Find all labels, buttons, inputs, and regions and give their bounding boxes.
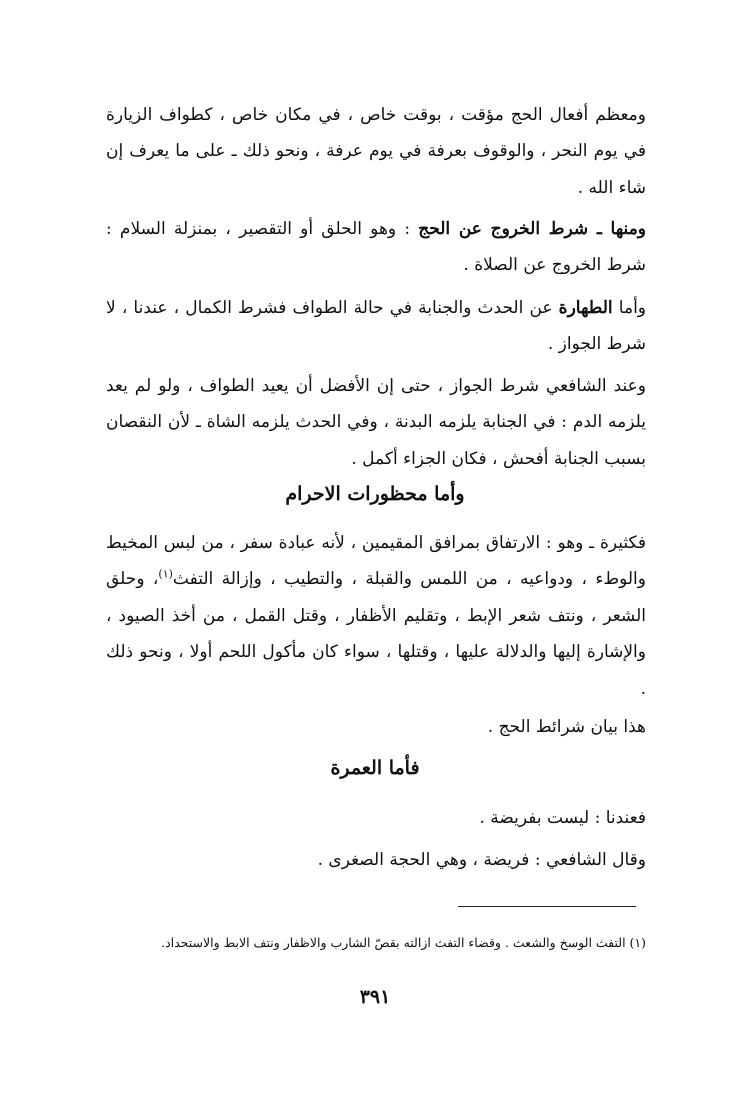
- paragraph-text: وقال الشافعي : فريضة ، وهي الحجة الصغرى .: [317, 850, 646, 870]
- page-number: ٣٩١: [359, 986, 391, 1008]
- paragraph-2: [106, 211, 646, 284]
- footnote: (١) التفث الوسخ والشعث . وقضاء التفث ازالته بقصّ الشارب والاظفار ونتف الابط والاستحداد.: [161, 935, 646, 950]
- section-heading: وأما محظورات الاحرام: [285, 483, 465, 505]
- paragraph-text: وعند الشافعي شرط الجواز ، حتى إن الأفضل أن يعيد الطواف ، ولو لم يعد يلزمه الدم : في الجنابة يلزمه البدنة ، وفي الحدث يلزمه الشاة ـ لأن النقصان بسبب الجنابة أفحش ، فكان الجزاء أكمل .: [106, 376, 646, 469]
- paragraph-text: : وهو الحلق أو التقصير ، بمنزلة السلام : شرط الخروج عن الصلاة .: [106, 219, 646, 276]
- paragraph-7: [106, 800, 646, 836]
- paragraph-text: وأما: [612, 298, 646, 318]
- paragraph-3: [106, 290, 646, 363]
- paragraph-text: فعندنا : ليست بفريضة .: [479, 808, 646, 828]
- paragraph-lead-bold: ومنها ـ شرط الخروج عن الحج: [418, 219, 646, 239]
- footnote-marker: (١): [158, 567, 173, 581]
- paragraph-bold-term: الطهارة: [558, 298, 613, 318]
- footnote-divider: [458, 906, 636, 907]
- paragraph-text: ، وحلق الشعر ، ونتف شعر الإبط ، وتقليم الأظفار ، وقتل القمل ، من أخذ الصيود ، والإشارة إليها والدلالة عليها ، وقتلها ، سواء كان مأكول اللحم أولا ، ونحو ذلك .: [106, 569, 646, 699]
- paragraph-1: [106, 97, 646, 206]
- paragraph-text: عن الحدث والجنابة في حالة الطواف فشرط الكمال ، عندنا ، لا شرط الجواز .: [106, 298, 646, 355]
- paragraph-text: فكثيرة ـ وهو : الارتفاق بمرافق المقيمين ، لأنه عبادة سفر ، من لبس المخيط والوطء ، ودواعيه ، من اللمس والقبلة ، والتطيب ، وإزالة التفث: [106, 533, 646, 590]
- paragraph-8: [106, 842, 646, 878]
- paragraph-5: [106, 525, 646, 707]
- paragraph-6: [106, 709, 646, 745]
- section-heading: فأما العمرة: [330, 757, 420, 779]
- paragraph-4: [106, 368, 646, 477]
- paragraph-text: هذا بيان شرائط الحج .: [487, 717, 646, 737]
- paragraph-text: ومعظم أفعال الحج مؤقت ، بوقت خاص ، في مكان خاص ، كطواف الزيارة في يوم النحر ، والوقوف بعرفة في يوم عرفة ، ونحو ذلك ـ على ما يعرف إن شاء الله .: [106, 105, 646, 198]
